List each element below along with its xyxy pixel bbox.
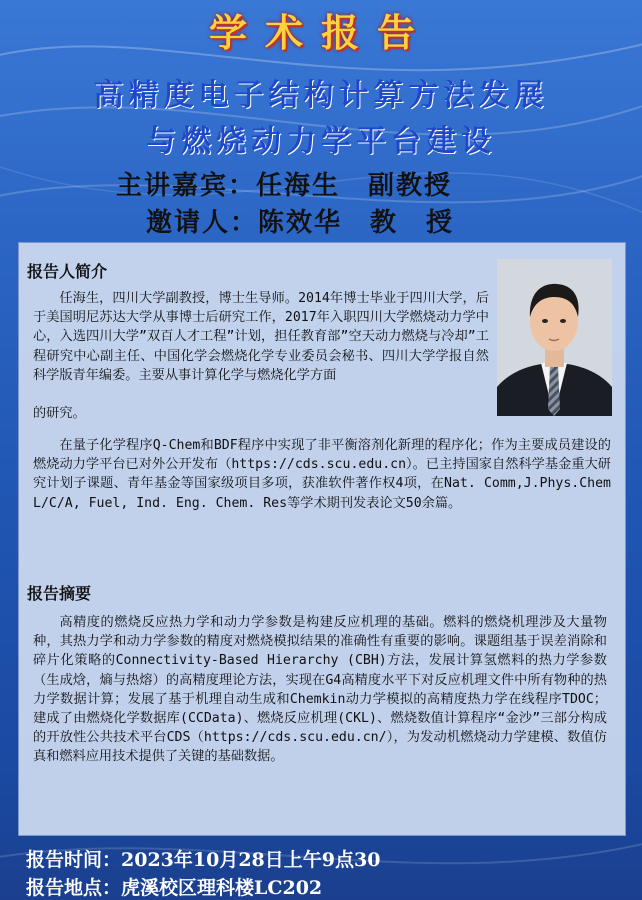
content-panel [18,242,626,836]
speaker-line: 主讲嘉宾：任海生 副教授 [116,171,453,201]
poster-title: 学术报告 [208,10,433,55]
bio-heading: 报告人简介 [27,262,108,281]
inviter-line: 邀请人：陈效华 教 授 [146,208,455,238]
bio-paragraph-1-end: 的研究。 [33,406,86,421]
talk-place: 报告地点：虎溪校区理科楼LC202 [26,877,323,899]
portrait-image [497,259,612,416]
abstract-heading: 报告摘要 [27,584,92,603]
abstract-paragraph: 高精度的燃烧反应热力学和动力学参数是构建反应机理的基础。燃料的燃烧机理涉及大量物种，其热力学和动力学参数的精度对燃烧模拟结果的准确性有重要的影响。课题组基于误差消除和碎片化策略的Connectivity-Based Hierarchy (CBH)方法，发展计算氢燃料的热力学参数（生成焓，熵与热熔）的高精度理论方法，实现在G4高精度水平下对反应机理文件中所有物种的热力学数据计算；发展了基于机理自动生成和Chemkin动力学模拟的高精度热力学在线程序TDOC；建成了由燃烧化学数据库(CCData)、燃烧反应机理(CKL)、燃烧数值计算程序“金沙”三部分构成的开放性公共技术平台CDS（https://cds.scu.edu.cn/），为发动机燃烧动力学建模、数值仿真和燃料应用技术提供了关键的基础数据。 [33,615,607,765]
bio-paragraph-2: 在量子化学程序Q-Chem和BDF程序中实现了非平衡溶剂化新理的程序化；作为主要成员建设的燃烧动力学平台已对外公开发布（https://cds.scu.edu.cn）。已主持国家自然科学基金重大研究计划子课题、青年基金等国家级项目多项，获准软件著作权4项，在Nat. Comm,J.Phys.Chem L/C/A, Fuel, Ind. Eng. Chem. Res等学术期刊发表论文50余篇。 [33,438,611,511]
talk-time: 报告时间：2023年10月28日上午9点30 [26,849,381,871]
speaker-photo [497,259,612,416]
talk-title-line1: 高精度电子结构计算方法发展 [93,78,549,113]
bio-paragraph-1: 任海生，四川大学副教授，博士生导师。2014年博士毕业于四川大学，后于美国明尼苏达大学从事博士后研究工作，2017年入职四川大学燃烧动力学中心，入选四川大学”双百人才工程”计划，担任教育部”空天动力燃烧与冷却”工程研究中心副主任、中国化学会燃烧化学专业委员会秘书、四川大学学报自然科学版青年编委。主要从事计算化学与燃烧化学方面 [33,291,489,383]
talk-title-line2: 与燃烧动力学平台建设 [146,124,496,159]
